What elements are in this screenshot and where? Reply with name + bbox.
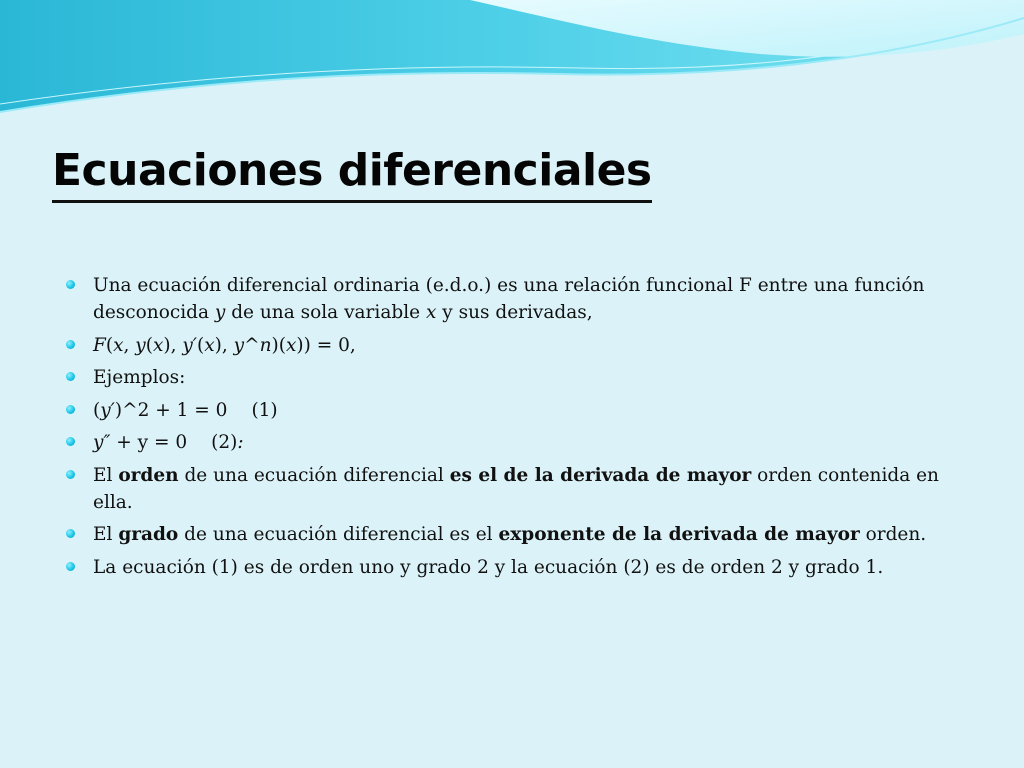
bullet-dot-icon — [66, 405, 75, 414]
math-text: , — [123, 334, 136, 356]
bullet-item — [66, 521, 976, 548]
math-var: y′ — [182, 334, 198, 356]
math-text: ), — [163, 334, 183, 356]
math-text: + y = 0 — [110, 432, 188, 453]
bullet-item — [66, 462, 976, 516]
math-text: )( — [271, 334, 286, 356]
math-text: ( — [105, 334, 114, 356]
bullet-dot-icon — [66, 437, 75, 446]
bullet-item — [66, 364, 976, 391]
math-var: y — [233, 334, 245, 356]
bullet-dot-icon — [66, 280, 75, 289]
bullet-text: Ejemplos: — [93, 367, 186, 388]
variable-y: y — [214, 302, 226, 323]
math-var: y″ — [93, 432, 111, 453]
math-text: ), — [214, 334, 234, 356]
bold-term: exponente de la derivada de mayor — [498, 524, 860, 545]
math-var: y — [135, 334, 146, 356]
bullet-item — [66, 332, 976, 359]
bullet-text: de una ecuación diferencial es el — [178, 524, 499, 545]
equation-label: (2) — [211, 432, 238, 453]
bullet-item — [66, 429, 976, 456]
bullet-item — [66, 397, 976, 424]
header-wave-decoration — [0, 0, 1024, 130]
bullet-text: El — [93, 524, 119, 545]
bold-term: es el de la derivada de mayor — [449, 464, 752, 486]
math-var: y′ — [100, 399, 115, 421]
math-text: ( — [145, 334, 153, 356]
bullet-list — [66, 272, 976, 586]
bullet-dot-icon — [66, 372, 75, 381]
math-var: n — [259, 334, 272, 356]
equation-label-colon: : — [237, 432, 244, 453]
math-text: ^ — [244, 334, 260, 356]
bullet-dot-icon — [66, 340, 75, 349]
bold-term: orden — [118, 464, 179, 486]
variable-x: x — [425, 302, 437, 323]
bullet-text: El — [93, 464, 119, 486]
bullet-text: y sus derivadas, — [436, 302, 593, 323]
math-var: x — [285, 334, 297, 356]
math-var: x — [152, 334, 164, 356]
math-F: F — [93, 334, 106, 356]
equation-label: (1) — [251, 399, 278, 421]
math-var: x — [204, 334, 215, 356]
slide-title: Ecuaciones diferenciales — [52, 142, 652, 203]
bullet-item — [66, 554, 976, 581]
math-text: )^2 + 1 = 0 — [114, 399, 228, 421]
bullet-text: Una ecuación diferencial ordinaria (e.d.o.) es una relación funcional F entre una función desconocida — [93, 275, 925, 323]
bullet-text: orden contenida en ella. — [93, 464, 939, 513]
bullet-item — [66, 272, 976, 326]
math-text: ( — [197, 334, 205, 356]
bullet-text: de una ecuación diferencial — [178, 464, 450, 486]
math-var: x — [113, 334, 124, 356]
bullet-text: orden. — [859, 524, 927, 545]
bullet-dot-icon — [66, 529, 75, 538]
math-text: )) = 0, — [296, 334, 356, 356]
math-text: ( — [93, 399, 101, 421]
bullet-dot-icon — [66, 562, 75, 571]
bullet-text: de una sola variable — [225, 302, 426, 323]
bold-term: grado — [118, 524, 179, 545]
bullet-dot-icon — [66, 470, 75, 479]
bullet-text: La ecuación (1) es de orden uno y grado 2 y la ecuación (2) es de orden 2 y grado 1. — [93, 556, 884, 578]
